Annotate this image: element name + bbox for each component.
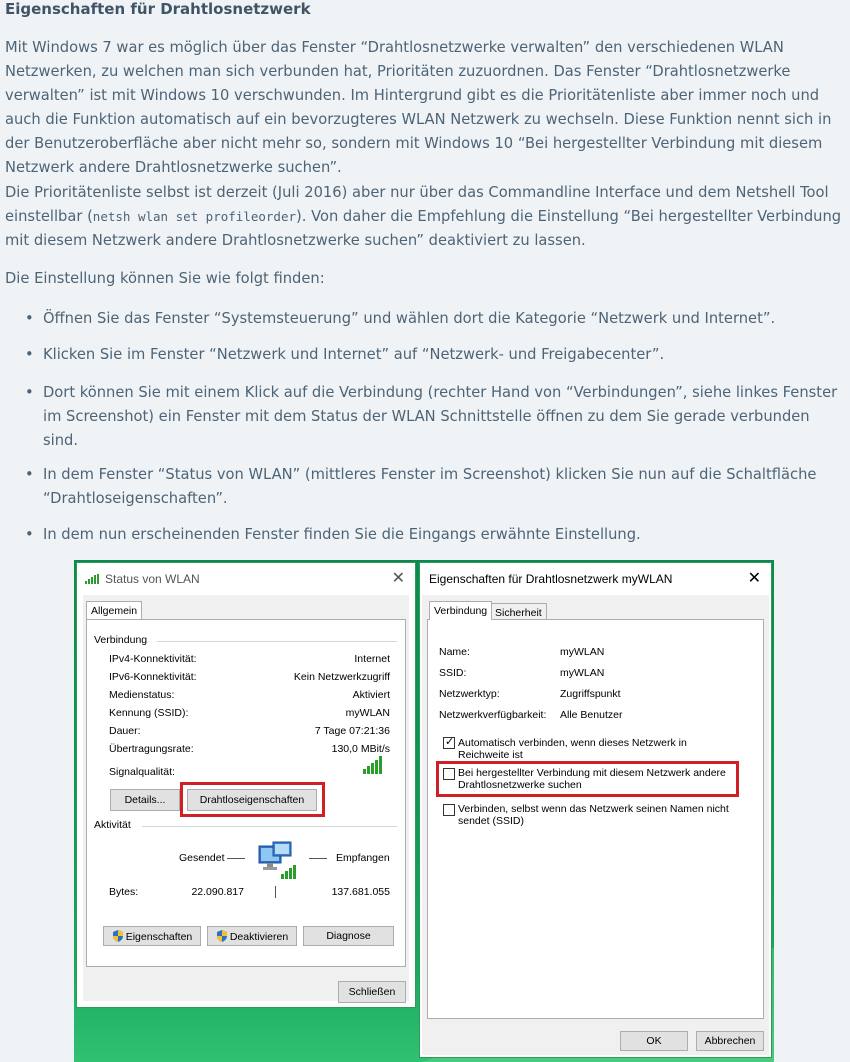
row-value: myWLAN — [560, 667, 605, 679]
row-value: myWLAN — [345, 707, 390, 719]
diagnose-button[interactable]: Diagnose — [303, 926, 394, 946]
row-label: IPv6-Konnektivität: — [109, 671, 197, 683]
paragraph-intro: Mit Windows 7 war es möglich über das Fenster “Drahtlosnetzwerke verwalten” den verschiedenen WLAN Netzwerken, zu welchen man sich verbunden hat, Prioritäten zuzuordnen. Das Fenster “Drahtlosnetzwerke verwalten” ist mit Windows 10 verschwunden. Im Hintergrund gibt es die Prioritätenliste aber immer noch und auch die Funktion automatisch auf ein bevorzugteres WLAN Netzwerk zu wechseln. Diese Funktion nennt sich in der Benutzeroberfläche aber nicht mehr so, sondern mit Windows 10 “Bei hergestellter Verbindung mit diesem Netzwerk andere Drahtlosnetzwerke suchen”. — [5, 39, 832, 176]
bytes-label: Bytes: — [109, 886, 139, 898]
wireless-properties-button[interactable]: Drahtloseigenschaften — [187, 789, 317, 811]
paragraph-priority-list — [5, 181, 845, 253]
divider — [275, 886, 276, 898]
wireless-properties-client — [422, 595, 769, 1055]
row-label: Medienstatus: — [109, 689, 175, 701]
connection-tabpanel — [427, 619, 764, 1019]
general-tabpanel — [86, 619, 406, 967]
row-value: Kein Netzwerkzugriff — [293, 671, 390, 683]
divider — [227, 858, 245, 859]
tab-general[interactable]: Allgemein — [86, 601, 142, 620]
row-value: myWLAN — [560, 646, 605, 658]
wireless-properties-title: Eigenschaften für Drahtlosnetzwerk myWLAN — [429, 572, 673, 586]
close-icon[interactable]: ✕ — [391, 570, 405, 587]
divider — [309, 858, 327, 859]
wireless-properties-window — [419, 562, 772, 1058]
bytes-received-value: 137.681.055 — [331, 886, 390, 898]
step-item: • Klicken Sie im Fenster “Netzwerk und Internet” auf “Netzwerk- und Freigabecenter”. — [43, 343, 848, 367]
row-value: Zugriffspunkt — [560, 688, 621, 700]
row-label: Kennung (SSID): — [109, 707, 189, 719]
sent-label: Gesendet — [179, 852, 225, 864]
paragraph-instructions: Die Einstellung können Sie wie folgt finden: — [5, 270, 325, 287]
row-value: Alle Benutzer — [560, 709, 623, 721]
row-value: Internet — [354, 653, 390, 665]
wifi-signal-icon — [85, 574, 101, 584]
row-label: Netzwerktyp: — [439, 688, 500, 700]
wifi-signal-icon — [363, 756, 385, 774]
network-computer-icon — [257, 840, 299, 882]
step-item: • In dem Fenster “Status von WLAN” (mittleres Fenster im Screenshot) klicken Sie nun auf die Schaltfläche “Drahtloseigenschaften”. — [43, 463, 848, 511]
paragraph-priority-list-text-1: Die Prioritätenliste selbst ist derzeit (Juli 2016) aber nur über das Commandline Interface und dem Netshell Tool einstellbar ( — [5, 184, 829, 225]
tab-security[interactable]: Sicherheit — [490, 603, 547, 622]
shield-icon — [216, 930, 228, 942]
row-label: Name: — [439, 646, 470, 658]
row-label: Übertragungsrate: — [109, 743, 194, 755]
step-item: • Dort können Sie mit einem Klick auf die Verbindung (rechter Hand von “Verbindungen”, siehe linkes Fenster im Screenshot) ein Fenster mit dem Status der WLAN Schnittstelle öffnen zu dem Sie gerade verbunden sind. — [43, 381, 848, 453]
highlight-box — [436, 761, 739, 797]
status-window — [76, 562, 416, 1008]
step-item: • In dem nun erscheinenden Fenster finden Sie die Eingangs erwähnte Einstellung. — [43, 523, 848, 547]
tab-connection[interactable]: Verbindung — [429, 601, 492, 620]
close-icon[interactable]: ✕ — [747, 570, 761, 587]
properties-button[interactable] — [103, 926, 201, 946]
wireless-properties-titlebar — [420, 563, 771, 595]
row-value: Aktiviert — [352, 689, 390, 701]
disable-button-label: Deaktivieren — [229, 930, 289, 943]
row-label: IPv4-Konnektivität: — [109, 653, 197, 665]
hidden-ssid-checkbox[interactable] — [443, 804, 455, 816]
ok-button[interactable]: OK — [620, 1031, 688, 1051]
auto-connect-checkbox[interactable] — [443, 737, 455, 749]
cancel-button[interactable]: Abbrechen — [696, 1031, 764, 1051]
row-label: Netzwerkverfügbarkeit: — [439, 709, 547, 721]
bytes-sent-value: 22.090.817 — [191, 886, 244, 898]
divider — [142, 826, 397, 827]
netsh-command: netsh wlan set profileorder — [92, 209, 296, 224]
row-label: SSID: — [439, 667, 467, 679]
highlight-box — [180, 782, 325, 817]
shield-icon — [112, 930, 124, 942]
properties-button-label: Eigenschaften — [125, 930, 193, 943]
group-connection-label: Verbindung — [94, 634, 151, 646]
hidden-ssid-label: Verbinden, selbst wenn das Netzwerk seinen Namen nicht sendet (SSID) — [458, 803, 729, 827]
auto-connect-label: Automatisch verbinden, wenn dieses Netzwerk in Reichweite ist — [458, 737, 687, 761]
screenshot-figure — [74, 560, 774, 1062]
row-label: Dauer: — [109, 725, 141, 737]
status-window-client — [83, 595, 409, 1001]
checkmark-icon: ✓ — [445, 736, 455, 748]
details-button[interactable]: Details... — [110, 789, 180, 811]
row-value: 130,0 MBit/s — [331, 743, 390, 755]
paragraph-priority-list-text-2: ). Von daher die Empfehlung die Einstellung “Bei hergestellter Verbindung mit diesem Netzwerk andere Drahtlosnetzwerke suchen” deaktiviert zu lassen. — [5, 208, 842, 249]
signal-quality-label: Signalqualität: — [109, 766, 175, 778]
status-window-titlebar — [77, 563, 415, 595]
divider — [157, 641, 397, 642]
row-value: 7 Tage 07:21:36 — [314, 725, 390, 737]
search-other-networks-label: Bei hergestellter Verbindung mit diesem Netzwerk andere Drahtlosnetzwerke suchen — [458, 767, 726, 791]
step-item: • Öffnen Sie das Fenster “Systemsteuerung” und wählen dort die Kategorie “Netzwerk und Internet”. — [43, 307, 848, 331]
received-label: Empfangen — [336, 852, 390, 864]
group-activity-label: Aktivität — [94, 819, 135, 831]
close-button[interactable]: Schließen — [338, 981, 406, 1003]
article-heading: Eigenschaften für Drahtlosnetzwerk — [5, 0, 311, 18]
disable-button[interactable] — [207, 926, 297, 946]
status-window-title: Status von WLAN — [105, 572, 200, 586]
